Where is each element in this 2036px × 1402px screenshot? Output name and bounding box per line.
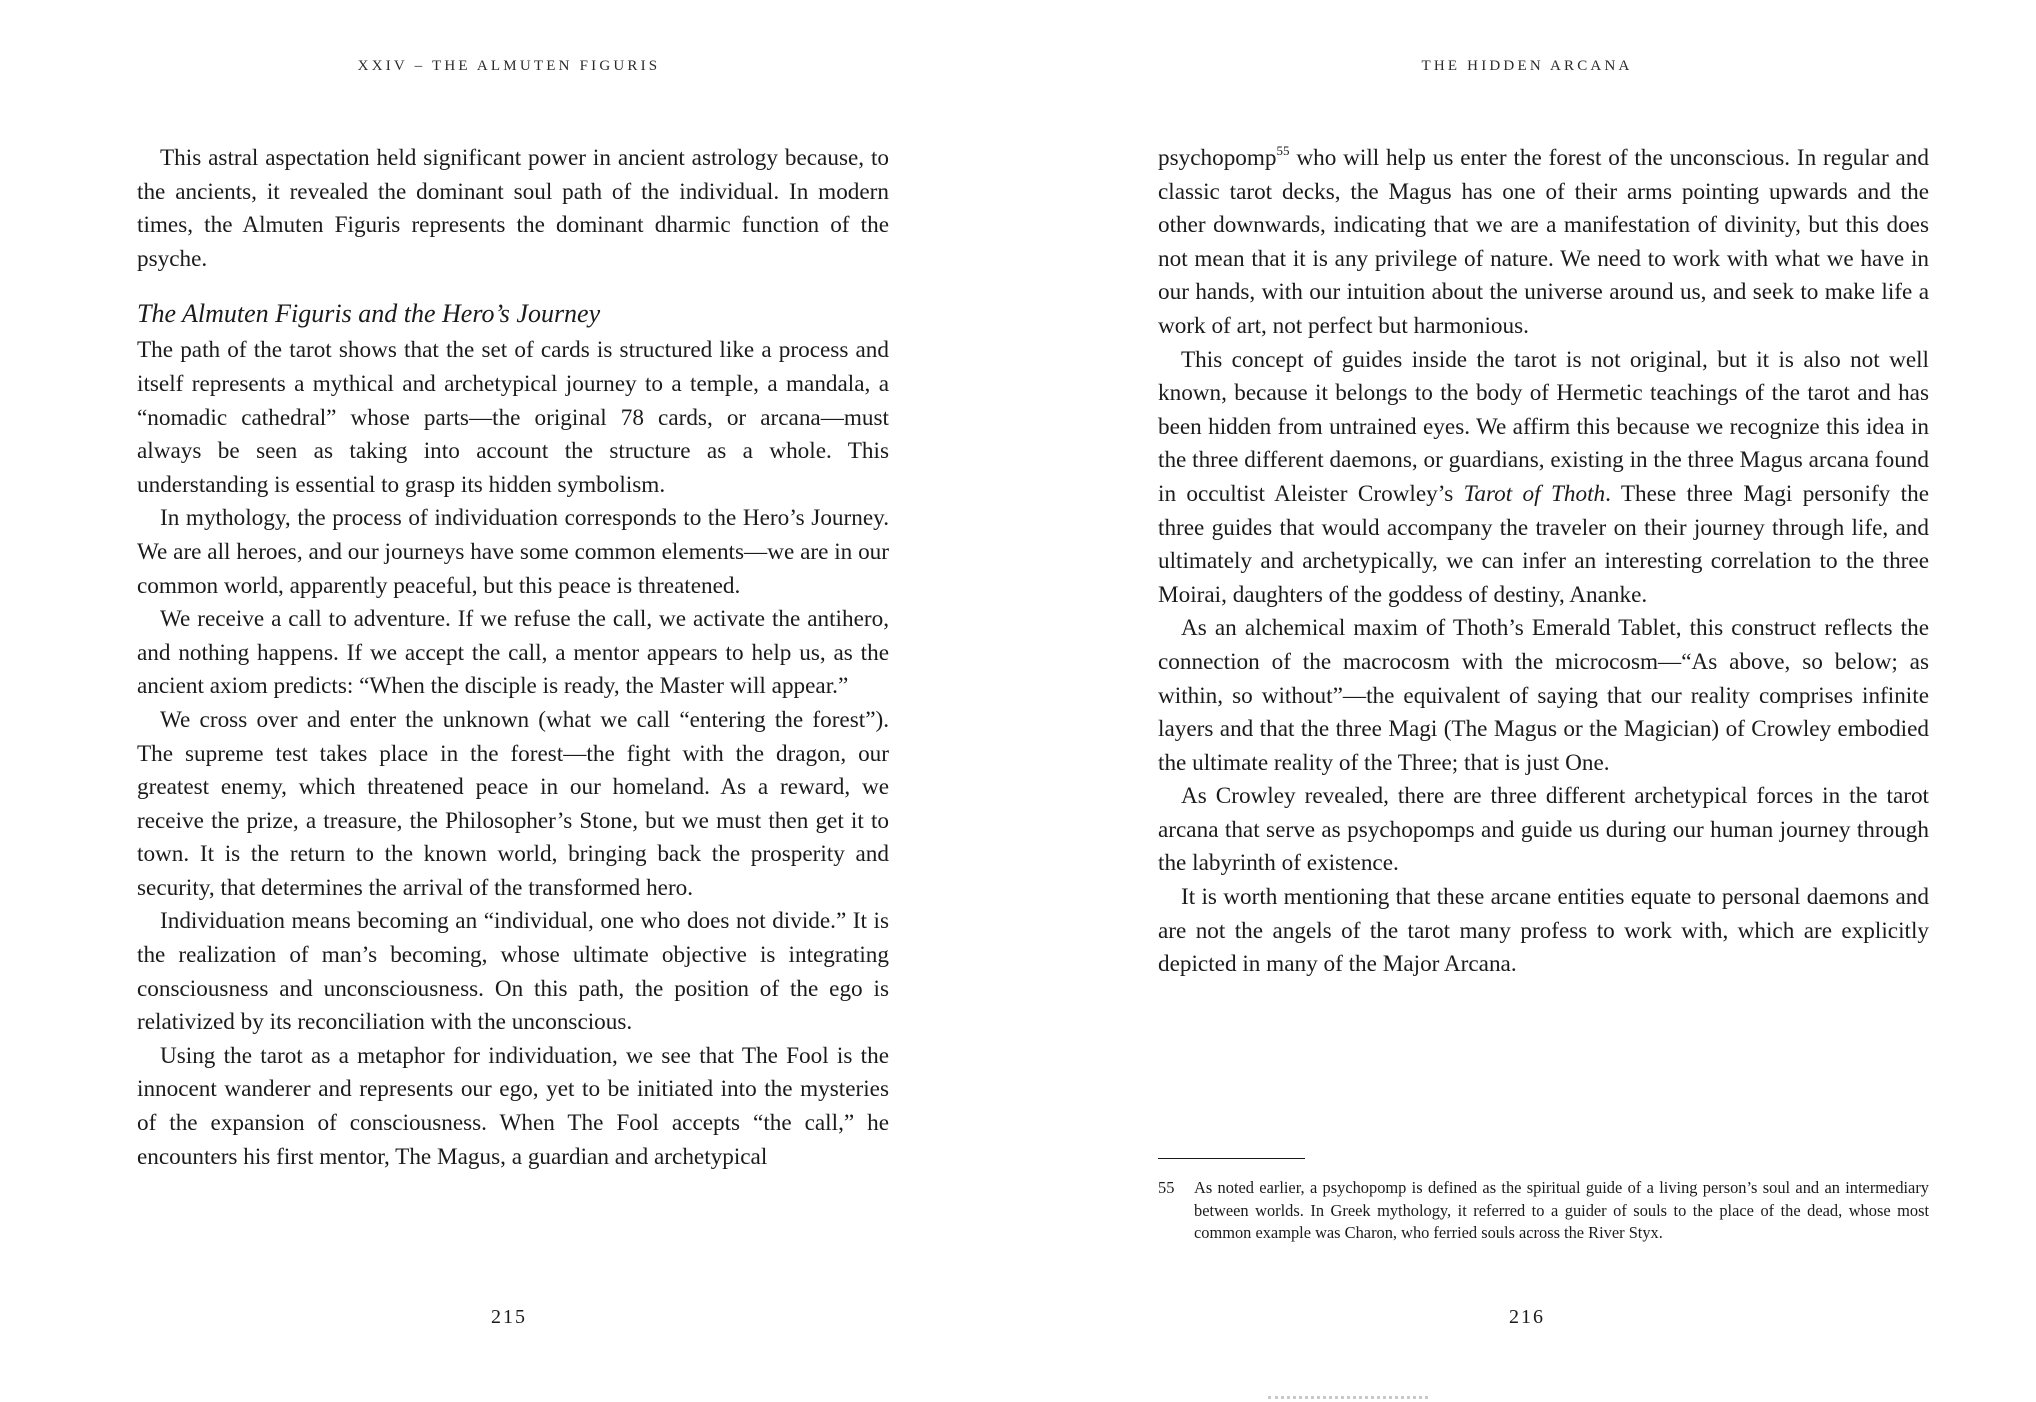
footnote-reference[interactable]: 55 (1276, 143, 1290, 158)
paragraph: It is worth mentioning that these arcane entities equate to personal daemons and are not the angels of the tarot many profess to work with, which are explicitly depicted in many of the Major Arcana. (1158, 884, 1929, 978)
paragraph-text: This concept of guides inside the tarot is not original, but it is also not well known, because it belongs to the body of Hermetic teachings of the tarot and has been hidden from untrained eyes. We affirm this because we recognize this idea in the three different daemons, or guardians, existing in the three Magus arcana found in occultist Aleister Crowley’s (1158, 346, 1929, 507)
paragraph: As Crowley revealed, there are three different archetypical forces in the tarot arcana that serve as psychopomps and guide us during our human journey through the labyrinth of existence. (1158, 783, 1929, 877)
page-number-left: 215 (491, 1306, 527, 1328)
paragraph: As an alchemical maxim of Thoth’s Emerald Tablet, this construct reflects the connection of the macrocosm with the microcosm—“As above, so below; as within, so without”—the equivalent of saying that our reality comprises infinite layers and that the three Magi (The Magus or the Magician) of Crowley embodied the ultimate reality of the Three; that is just One. (1158, 615, 1929, 776)
page-number-right: 216 (1509, 1306, 1545, 1328)
paragraph-text: psychopomp (1158, 145, 1277, 171)
right-text-block (1158, 142, 1929, 982)
running-head-right: THE HIDDEN ARCANA (1421, 58, 1633, 74)
footnote (1158, 1177, 1929, 1245)
right-page (1018, 0, 2036, 1400)
scan-artifact (1268, 1396, 1428, 1402)
paragraph: We receive a call to adventure. If we refuse the call, we activate the antihero, and nothing happens. If we accept the call, a mentor appears to help us, as the ancient axiom predicts: “When the disciple is ready, the Master will appear.” (137, 606, 889, 700)
paragraph-text: . These three Magi personify the three guides that would accompany the traveler on their journey through life, and ultimately and archetypically, we can infer an interesting correlation to the three Moirai, daughters of the goddess of destiny, Ananke. (1158, 480, 1929, 608)
paragraph: Using the tarot as a metaphor for individuation, we see that The Fool is the innocent wanderer and represents our ego, yet to be initiated into the mysteries of the expansion of consciousness. When The Fool accepts “the call,” he encounters his first mentor, The Magus, a guardian and archetypical (137, 1042, 889, 1170)
paragraph: We cross over and enter the unknown (what we call “entering the forest”). The supreme test takes place in the forest—the fight with the dragon, our greatest enemy, which threatened peace in our homeland. As a reward, we receive the prize, a treasure, the Philosopher’s Stone, but we must then get it to town. It is the return to the known world, bringing back the prosperity and security, that determines the arrival of the transformed hero. (137, 706, 889, 901)
paragraph-text: who will help us enter the forest of the unconscious. In regular and classic tarot decks, the Magus has one of their arms pointing upwards and the other downwards, indicating that we are a manifestation of divinity, but this does not mean that it is any privilege of nature. We need to work with what we have in our hands, with our intuition about the universe around us, and seek to make life a work of art, not perfect but harmonious. (1158, 145, 1929, 339)
left-text-block (137, 142, 889, 1174)
book-title-italic: Tarot of Thoth (1463, 480, 1606, 507)
footnote-number: 55 (1158, 1178, 1175, 1197)
paragraph (1158, 142, 1929, 344)
section-heading: The Almuten Figuris and the Hero’s Journey (137, 299, 601, 329)
paragraph: In mythology, the process of individuation corresponds to the Hero’s Journey. We are all heroes, and our journeys have some common elements—we are in our common world, apparently peaceful, but this peace is threatened. (137, 505, 889, 599)
footnote-text: As noted earlier, a psychopomp is defined as the spiritual guide of a living person’s soul and an intermediary between worlds. In Greek mythology, it referred to a guider of souls to the place of the dead, whose most common example was Charon, who ferried souls across the River Styx. (1194, 1178, 1929, 1242)
paragraph: Individuation means becoming an “individual, one who does not divide.” It is the realization of man’s becoming, whose ultimate objective is integrating consciousness and unconsciousness. On this path, the position of the ego is relativized by its reconciliation with the unconscious. (137, 908, 889, 1036)
paragraph: The path of the tarot shows that the set of cards is structured like a process and itself represents a mythical and archetypical journey to a temple, a mandala, a “nomadic cathedral” whose parts—the original 78 cards, or arcana—must always be seen as taking into account the structure as a whole. This understanding is essential to grasp its hidden symbolism. (137, 337, 889, 498)
footnote-rule (1158, 1158, 1305, 1159)
paragraph (1158, 344, 1929, 613)
running-head-left: XXIV – THE ALMUTEN FIGURIS (357, 58, 661, 74)
paragraph: This astral aspectation held significant power in ancient astrology because, to the ancients, it revealed the dominant soul path of the individual. In modern times, the Almuten Figuris represents the dominant dharmic function of the psyche. (137, 145, 889, 272)
left-page (0, 0, 1018, 1400)
